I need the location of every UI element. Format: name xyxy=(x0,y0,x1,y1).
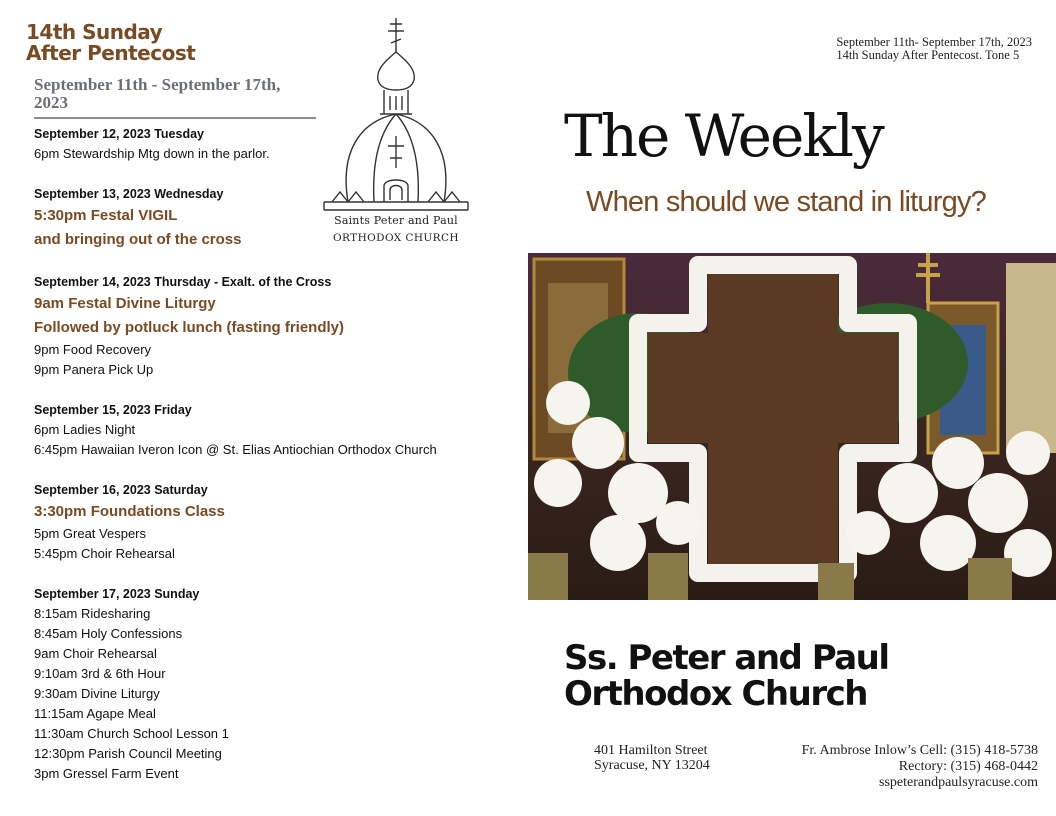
schedule-event: 3pm Gressel Farm Event xyxy=(34,766,179,781)
schedule-event: 5:45pm Choir Rehearsal xyxy=(34,546,175,561)
masthead-dates xyxy=(836,36,1032,62)
schedule-day-heading: September 15, 2023 Friday xyxy=(34,403,192,417)
church-name xyxy=(564,640,889,712)
logo-text-orthodox: ORTHODOX CHURCH xyxy=(333,232,459,244)
week-heading-line1: 14th Sunday xyxy=(26,20,163,44)
schedule-event: 6pm Ladies Night xyxy=(34,422,136,437)
schedule-event: 6pm Stewardship Mtg down in the parlor. xyxy=(34,146,270,161)
schedule-event: 6:45pm Hawaiian Iveron Icon @ St. Elias Antiochian Orthodox Church xyxy=(34,442,437,457)
week-heading xyxy=(26,22,195,64)
contact-info xyxy=(802,743,1038,791)
masthead-tone: 14th Sunday After Pentecost. Tone 5 xyxy=(836,48,1020,62)
week-heading-line2: After Pentecost xyxy=(26,41,196,65)
schedule-event: 9pm Panera Pick Up xyxy=(34,362,154,377)
schedule-event: 9pm Food Recovery xyxy=(34,342,152,357)
schedule-event: 8:15am Ridesharing xyxy=(34,606,151,621)
address-street: 401 Hamilton Street xyxy=(594,743,708,758)
contact-cell: Fr. Ambrose Inlow’s Cell: (315) 418-5738 xyxy=(801,743,1038,758)
newsletter-title: The Weekly xyxy=(564,102,883,170)
logo-text-saints: Saints Peter and Paul xyxy=(334,214,458,227)
schedule-event: 5:30pm Festal VIGIL xyxy=(34,207,178,224)
schedule-event: 11:15am Agape Meal xyxy=(34,706,156,721)
schedule-event: 9am Festal Divine Liturgy xyxy=(34,295,216,312)
schedule-day-heading: September 14, 2023 Thursday - Exalt. of the Cross xyxy=(34,275,332,289)
schedule-day xyxy=(34,272,504,380)
schedule-event: 12:30pm Parish Council Meeting xyxy=(34,746,222,761)
schedule-day xyxy=(34,584,504,784)
schedule-event: 5pm Great Vespers xyxy=(34,526,146,541)
contact-website[interactable]: sspeterandpaulsyracuse.com xyxy=(879,775,1038,790)
schedule-event: 9:10am 3rd & 6th Hour xyxy=(34,666,166,681)
schedule-day xyxy=(34,480,504,564)
schedule-event: 8:45am Holy Confessions xyxy=(34,626,183,641)
schedule-day-heading: September 13, 2023 Wednesday xyxy=(34,187,224,201)
cross-flowers-photo xyxy=(528,253,1056,600)
week-range: September 11th - September 17th, 2023 xyxy=(34,75,281,112)
schedule-event: 3:30pm Foundations Class xyxy=(34,503,225,520)
heading-divider xyxy=(34,117,316,119)
church-name-line2: Orthodox Church xyxy=(564,674,867,714)
masthead-date-range: September 11th- September 17th, 2023 xyxy=(836,35,1032,49)
feature-question: When should we stand in liturgy? xyxy=(586,186,986,218)
schedule-day-heading: September 16, 2023 Saturday xyxy=(34,483,208,497)
schedule-day-heading: September 17, 2023 Sunday xyxy=(34,587,200,601)
schedule-event: and bringing out of the cross xyxy=(34,231,242,248)
schedule-day xyxy=(34,400,504,460)
church-address xyxy=(594,743,710,773)
schedule-event: 11:30am Church School Lesson 1 xyxy=(34,726,229,741)
contact-rectory: Rectory: (315) 468-0442 xyxy=(898,759,1038,774)
schedule-day-heading: September 12, 2023 Tuesday xyxy=(34,127,204,141)
schedule-event: Followed by potluck lunch (fasting friendly) xyxy=(34,319,345,336)
address-city: Syracuse, NY 13204 xyxy=(594,758,710,773)
schedule-event: 9:30am Divine Liturgy xyxy=(34,686,160,701)
schedule-event: 9am Choir Rehearsal xyxy=(34,646,157,661)
church-name-line1: Ss. Peter and Paul xyxy=(564,638,889,678)
